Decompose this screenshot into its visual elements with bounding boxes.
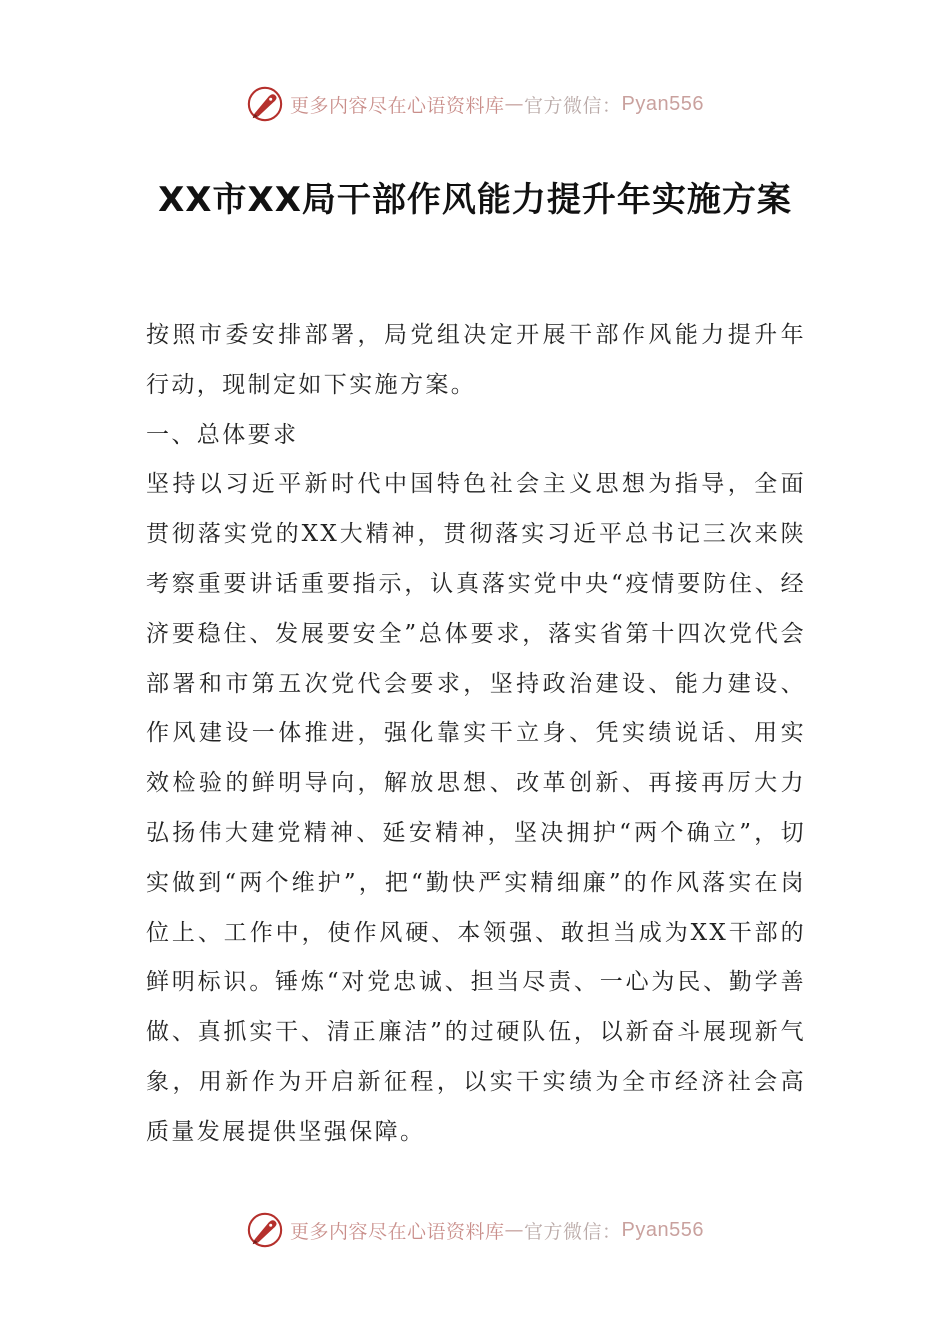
watermark-header: [0, 84, 950, 124]
section-heading: 一、总体要求: [146, 421, 299, 448]
watermark-footer: [0, 1210, 950, 1250]
document-title: XX市XX局干部作风能力提升年实施方案: [158, 180, 792, 220]
watermark-text: 更多内容尽在心语资料库: [290, 94, 505, 117]
document-body: [146, 311, 806, 1158]
pen-nib-logo-icon: [246, 1211, 284, 1249]
watermark-wechat-id: Pyan556: [621, 92, 704, 115]
watermark-separator: —: [504, 93, 525, 115]
watermark-label: 官方微信：: [524, 94, 622, 117]
watermark-wechat-id: Pyan556: [621, 1218, 704, 1241]
watermark-label: 官方微信：: [524, 1220, 622, 1243]
pen-nib-logo-icon: [246, 85, 284, 123]
watermark-separator: —: [504, 1219, 525, 1241]
watermark-text: 更多内容尽在心语资料库: [290, 1220, 505, 1243]
intro-paragraph: 按照市委安排部署，局党组决定开展干部作风能力提升年行动，现制定如下实施方案。: [146, 322, 806, 398]
body-paragraph: 坚持以习近平新时代中国特色社会主义思想为指导，全面贯彻落实党的XX大精神，贯彻落实习近平总书记三次来陕考察重要讲话重要指示，认真落实党中央“疫情要防住、经济要稳住、发展要安全”总体要求，落实省第十四次党代会部署和市第五次党代会要求，坚持政治建设、能力建设、作风建设一体推进，强化靠实干立身、凭实绩说话、用实效检验的鲜明导向，解放思想、改革创新、再接再厉大力弘扬伟大建党精神、延安精神，坚决拥护“两个确立”，切实做到“两个维护”，把“勤快严实精细廉”的作风落实在岗位上、工作中，使作风硬、本领强、敢担当成为XX干部的鲜明标识。锤炼“对党忠诚、担当尽责、一心为民、勤学善做、真抓实干、清正廉洁”的过硬队伍，以新奋斗展现新气象，用新作为开启新征程，以实干实绩为全市经济社会高质量发展提供坚强保障。: [146, 471, 806, 1145]
